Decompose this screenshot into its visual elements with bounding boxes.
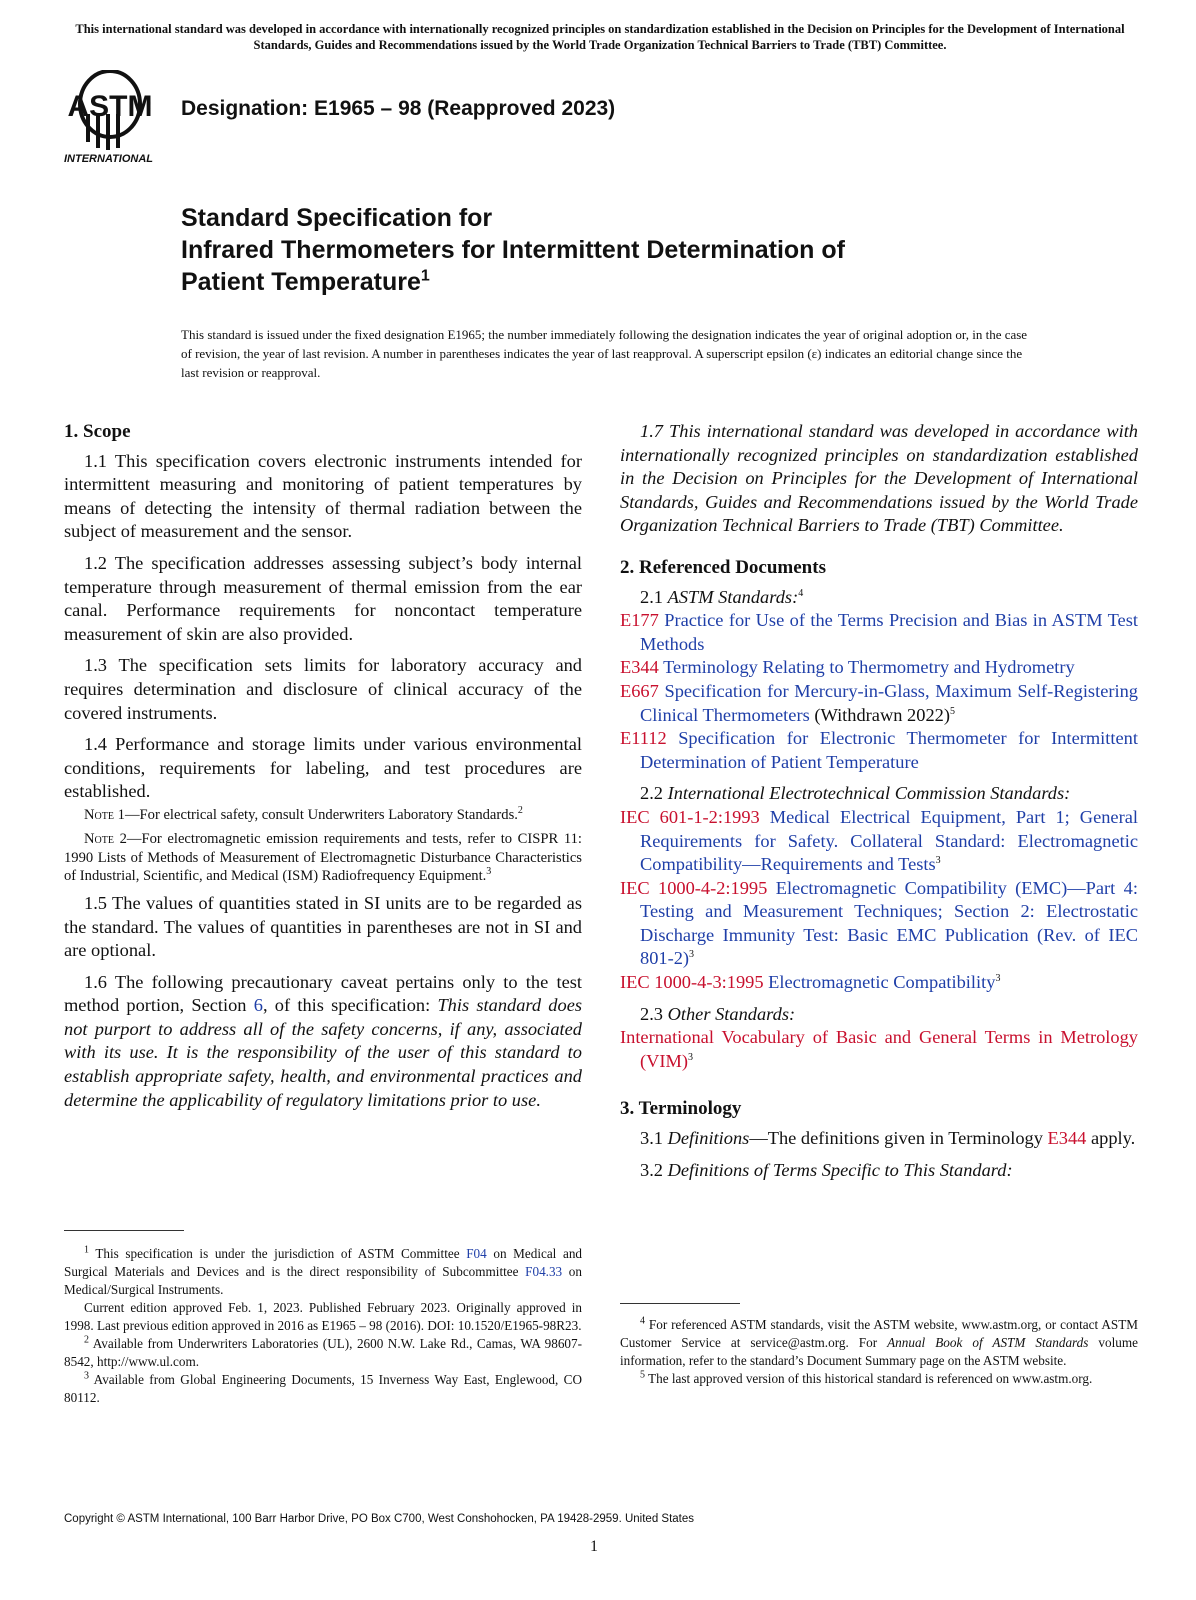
ref-e667[interactable]: [620, 680, 1138, 727]
fn5-text: The last approved version of this historical standard is referenced on www.astm.org.: [645, 1371, 1093, 1386]
ref-code: E344: [620, 657, 659, 678]
designation: Designation: E1965 – 98 (Reapproved 2023): [181, 97, 616, 120]
para-1-3: 1.3 The specification sets limits for laboratory accuracy and requires determination and disclosure of clinical accuracy of the covered instruments.: [64, 655, 582, 723]
fn1-text-a: This specification is under the jurisdiction of ASTM Committee: [89, 1246, 467, 1261]
para-1-7: 1.7 This international standard was developed in accordance with internationally recognized principles on standardization established in the Decision on Principles for the Development of International Standards, Guides and Recommendations issued by the World Trade Organization Technical Barriers to Trade (TBT) Committee.: [620, 421, 1138, 536]
fn2-text: Available from Underwriters Laboratories (UL), 2600 N.W. Lake Rd., Camas, WA 98607-8542, http://www.ul.com.: [64, 1336, 582, 1369]
section-heading-referenced-documents: 2. Referenced Documents: [620, 556, 826, 578]
ref-sup: 3: [688, 1051, 694, 1063]
ref-sup: 5: [949, 705, 955, 717]
footnote-2: [64, 1335, 582, 1371]
ref-code: IEC 1000-4-2:1995: [620, 877, 768, 898]
ref-iec-601[interactable]: [620, 806, 1138, 877]
fn4-mark: 4: [640, 1315, 645, 1327]
ref-title: International Vocabulary of Basic and General Terms in Metrology (VIM): [620, 1027, 1138, 1071]
subsection-2-3: [620, 1003, 1138, 1027]
ref-title: Terminology Relating to Thermometry and Hydrometry: [663, 657, 1075, 678]
copyright-line: Copyright © ASTM International, 100 Barr Harbor Drive, PO Box C700, West Conshohocken, PA 19428-2959. United States: [64, 1513, 695, 1525]
s2-3-num: 2.3: [640, 1003, 668, 1024]
note-1-sup: 2: [517, 805, 523, 817]
ref-code: IEC 601-1-2:1993: [620, 806, 760, 827]
e344-link[interactable]: E344: [1047, 1128, 1087, 1149]
para-1-6-text: 1.6 The following precautionary caveat pertains only to the test method portion, Section: [64, 971, 582, 1016]
para-3-2: [620, 1159, 1138, 1183]
fn2-mark: 2: [84, 1334, 89, 1346]
p3-2-num: 3.2: [640, 1159, 668, 1180]
right-footnotes: [620, 1303, 1138, 1388]
ref-title: Specification for Electronic Thermometer for Intermittent Determination of Patient Temperature: [640, 728, 1138, 772]
fn4-text-a: For referenced ASTM standards, visit the ASTM website, www.astm.org, or contact ASTM Customer Service at service@astm.org. For: [620, 1317, 1138, 1350]
subsection-2-1: [620, 586, 1138, 610]
right-column: [620, 420, 1138, 1190]
fn1-text-b: on Medical and Surgical Materials and Devices and is the direct responsibility of Subcommittee: [64, 1246, 583, 1279]
ref-title: Medical Electrical Equipment, Part 1; General Requirements for Safety. Collateral Standard: Electromagnetic Compatibility—Requirements and Tests: [640, 806, 1138, 875]
logo-lettering: ASTM: [67, 90, 153, 123]
note-2-label: Note 2: [84, 831, 127, 848]
p3-1-num: 3.1: [640, 1128, 668, 1149]
left-column: [64, 420, 582, 1120]
s2-1-num: 2.1: [640, 586, 668, 607]
note-2-text: —For electromagnetic emission requirements and tests, refer to CISPR 11: 1990 Lists of Methods of Measurement of Electromagnetic Disturbance Characteristics of Industrial, Scientific, and Medical (ISM) Radiofrequency Equipment.: [64, 831, 582, 885]
para-1-6: [64, 971, 582, 1113]
section-6-link[interactable]: 6: [253, 995, 263, 1016]
ref-sup: 3: [689, 949, 695, 961]
ref-title: Specification for Mercury-in-Glass, Maximum Self-Registering Clinical Thermometers: [640, 680, 1138, 725]
f04-link[interactable]: F04: [466, 1246, 487, 1261]
title-line-2: Infrared Thermometers for Intermittent Determination of: [181, 236, 845, 264]
para-1-4: 1.4 Performance and storage limits under various environmental conditions, requirements for labeling, and test procedures are established.: [64, 734, 582, 802]
p3-1-text: —The definitions given in Terminology: [749, 1128, 1048, 1149]
note-2-sup: 3: [486, 866, 492, 878]
ref-code: IEC 1000-4-3:1995: [620, 972, 764, 993]
ref-withdrawn: (Withdrawn 2022): [809, 704, 950, 725]
para-3-1: [620, 1127, 1138, 1151]
logo-sub: INTERNATIONAL: [64, 153, 154, 165]
footnote-1: [64, 1245, 582, 1299]
title-line-3: Patient Temperature: [181, 268, 421, 296]
footnote-3: [64, 1371, 582, 1407]
note-2: [64, 830, 582, 886]
ref-iec-1000-4-2[interactable]: [620, 877, 1138, 971]
fn5-mark: 5: [640, 1369, 645, 1381]
ref-e344[interactable]: [620, 656, 1138, 680]
ref-sup: 3: [935, 854, 941, 866]
section-heading-terminology: 3. Terminology: [620, 1098, 742, 1120]
astm-logo: [64, 70, 168, 168]
ref-code: E1112: [620, 728, 667, 749]
page-number: 1: [590, 1538, 598, 1555]
ref-e1112[interactable]: [620, 727, 1138, 774]
ref-vim[interactable]: [620, 1026, 1138, 1073]
para-1-5: 1.5 The values of quantities stated in SI units are to be regarded as the standard. The values of quantities in parentheses are not in SI and are optional.: [64, 892, 582, 961]
fn1-mark: 1: [84, 1244, 89, 1256]
ref-title: Practice for Use of the Terms Precision and Bias in ASTM Test Methods: [640, 610, 1138, 654]
s2-1-title: ASTM Standards:: [667, 586, 799, 607]
document-title: [181, 202, 845, 298]
footnote-4: [620, 1316, 1138, 1370]
s2-2-title: International Electrotechnical Commission Standards:: [667, 783, 1071, 804]
para-1-1: 1.1 This specification covers electronic instruments intended for intermittent measuring and monitoring of patient temperatures by means of detecting the intensity of thermal radiation between the subject of measurement and the sensor.: [64, 450, 582, 542]
title-footnote-mark: 1: [420, 267, 430, 285]
note-1-label: Note 1: [84, 806, 125, 823]
s2-1-sup: 4: [798, 587, 804, 599]
p3-1-end: apply.: [1086, 1128, 1136, 1149]
left-footnotes: [64, 1230, 582, 1407]
para-1-6-text-b: , of this specification:: [262, 995, 438, 1016]
fn4-italic: Annual Book of ASTM Standards: [887, 1335, 1089, 1350]
subsection-2-2: [620, 782, 1138, 806]
title-line-1: Standard Specification for: [181, 204, 493, 232]
adoption-notice: This international standard was developed in accordance with internationally recognized principles on standardization established in the Decision on Principles for the Development of International Standards, Guides and Recommendations issued by the World Trade Organization Technical Barriers to Trade (TBT) Committee.: [75, 22, 1125, 52]
fn1-text-c: on Medical/Surgical Instruments.: [64, 1264, 582, 1297]
ref-sup: 3: [995, 972, 1001, 984]
p3-2-italic: Definitions of Terms Specific to This Standard:: [667, 1159, 1013, 1180]
ref-title: Electromagnetic Compatibility (EMC)—Part 4: Testing and Measurement Techniques; Section 2: Electrostatic Discharge Immunity Test: Basic EMC Publication (Rev. of IEC 801-2): [640, 877, 1138, 969]
f04-33-link[interactable]: F04.33: [525, 1264, 563, 1279]
p3-1-italic: Definitions: [667, 1128, 750, 1149]
fn3-mark: 3: [84, 1370, 89, 1382]
para-1-2: 1.2 The specification addresses assessing subject’s body internal temperature through measurement of thermal emission from the ear canal. Performance requirements for noncontact temperature measurement of skin are also provided.: [64, 552, 582, 644]
note-1: [64, 806, 582, 825]
ref-code: E177: [620, 610, 659, 631]
fn4-text-b: volume information, refer to the standard’s Document Summary page on the ASTM website.: [620, 1335, 1138, 1368]
ref-title: Electromagnetic Compatibility: [768, 972, 996, 993]
section-heading-scope: 1. Scope: [64, 421, 131, 442]
ref-code: E667: [620, 680, 659, 701]
fn3-text: Available from Global Engineering Documents, 15 Inverness Way East, Englewood, CO 80112.: [64, 1372, 582, 1405]
ref-iec-1000-4-3[interactable]: [620, 971, 1138, 995]
s2-2-num: 2.2: [640, 783, 668, 804]
safety-caveat: This standard does not purport to address all of the safety concerns, if any, associated with its use. It is the responsibility of the user of this standard to establish appropriate safety, health, and environmental practices and determine the applicability of regulatory limitations prior to use.: [64, 995, 583, 1110]
footnote-1-edition: Current edition approved Feb. 1, 2023. Published February 2023. Originally approved in 1998. Last previous edition approved in 2016 as E1965 – 98 (2016). DOI: 10.1520/E1965-98R23.: [64, 1300, 582, 1333]
issued-statement: This standard is issued under the fixed designation E1965; the number immediately following the designation indicates the year of original adoption or, in the case of revision, the year of last revision. A number in parentheses indicates the year of last reapproval. A superscript epsilon (ε) indicates an editorial change since the last revision or reapproval.: [181, 327, 1028, 380]
footnote-5: [620, 1370, 1138, 1388]
s2-3-title: Other Standards:: [667, 1003, 796, 1024]
note-1-text: —For electrical safety, consult Underwriters Laboratory Standards.: [124, 806, 518, 823]
ref-e177[interactable]: [620, 609, 1138, 656]
